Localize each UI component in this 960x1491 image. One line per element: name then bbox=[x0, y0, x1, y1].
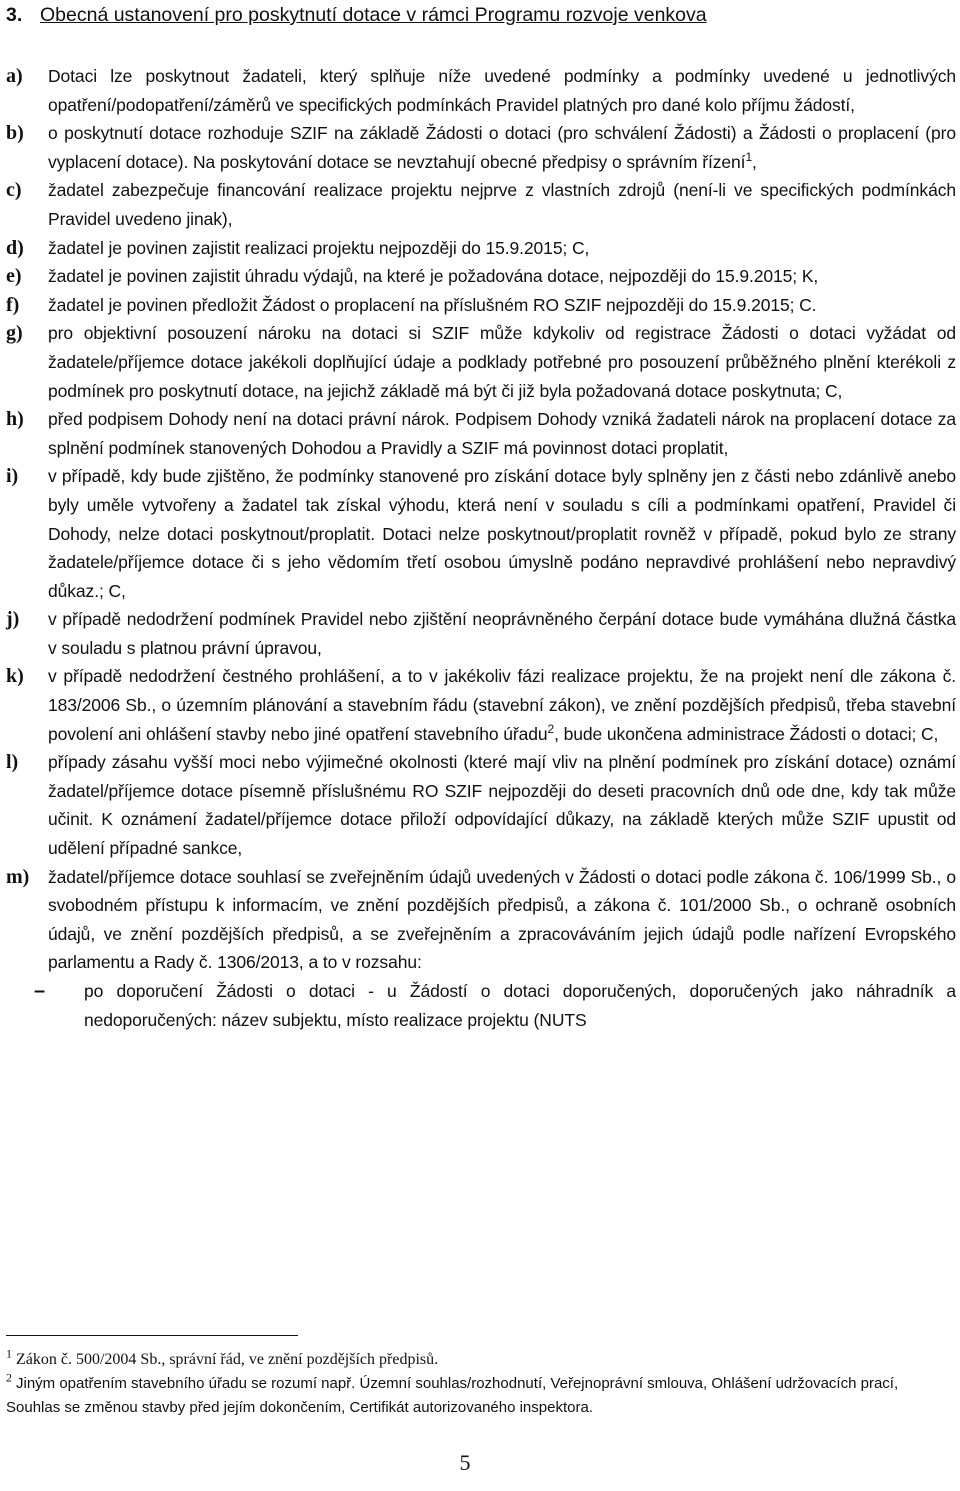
item-text: případy zásahu vyšší moci nebo výjimečné okolnosti (které mají vliv na plnění podmínek pro získání dotace) oznámí žadatel/příjemce dotace písemně příslušnému RO SZIF nejpozději do deseti pracovních dnů ode dne, kdy tak může učinit. K oznámení žadatel/příjemce dotace přiloží odpovídající důkazy, na základě kterých může SZIF upustit od udělení případné sankce, bbox=[48, 752, 956, 859]
item-marker: h) bbox=[6, 408, 24, 431]
item-text: žadatel je povinen předložit Žádost o proplacení na příslušném RO SZIF nejpozději do 15.9.2015; C. bbox=[48, 294, 817, 315]
item-text: žadatel zabezpečuje financování realizace projektu nejprve z vlastních zdrojů (není-li ve specifických podmínkách Pravidel uvedeno jinak), bbox=[48, 180, 956, 229]
item-text: žadatel je povinen zajistit realizaci projektu nejpozději do 15.9.2015; C, bbox=[48, 237, 590, 258]
item-marker: m) bbox=[6, 865, 30, 888]
list-item bbox=[6, 605, 956, 662]
item-marker: e) bbox=[6, 265, 22, 288]
item-text: v případě, kdy bude zjištěno, že podmínky stanovené pro získání dotace byly splněny jen z části nebo zdánlivě anebo byly uměle vytvořeny a žadatel tak získal výhodu, která není v souladu s cíli a podmínkami opatření, Pravidel či Dohody, nelze dotaci poskytnout/proplatit. Dotaci nelze poskytnout/proplatit rovněž v případě, pokud bylo ze strany žadatele/příjemce dotace či s jeho vědomím třetí osobou úmyslně podáno nepravdivé prohlášení nebo nepravdivý důkaz.; C, bbox=[48, 466, 956, 601]
item-text: v případě nedodržení čestného prohlášení, a to v jakékoliv fázi realizace projektu, že na projekt není dle zákona č. 183/2006 Sb., o územním plánování a stavebním řádu (stavební zákon), ve znění pozdějších předpisů, třeba stavební povolení ani ohlášení stavby nebo jiné opatření stavebního úřadu$^2$, bude ukončena administrace Žádosti o dotaci; C, bbox=[48, 666, 956, 744]
footnote: $^2$ Jiným opatřením stavebního úřadu se rozumí např. Územní souhlas/rozhodnutí, Veřejnoprávní smlouva, Ohlášení udržovacích prací, Souhlas se změnou stavby před jejím dokončením, Certifikát autorizovaného inspektora. bbox=[6, 1370, 899, 1416]
item-marker: l) bbox=[6, 751, 19, 774]
list-item bbox=[6, 662, 956, 748]
item-text: pro objektivní posouzení nároku na dotaci si SZIF může kdykoliv od registrace Žádosti o dotaci vyžádat od žadatele/příjemce dotace jakékoli doplňující údaje a podklady potřebné pro posouzení průběžného plnění kterékoli z podmínek pro poskytnutí dotace, na jejichž základě má být či již byla požadovaná dotace poskytnuta; C, bbox=[48, 323, 956, 401]
list-item bbox=[6, 291, 956, 320]
section-title: Obecná ustanovení pro poskytnutí dotace v rámci Programu rozvoje venkova bbox=[40, 4, 707, 26]
item-marker: j) bbox=[6, 608, 20, 631]
list-item bbox=[6, 748, 956, 862]
footnote-ref: 2 bbox=[547, 721, 555, 736]
item-marker: c) bbox=[6, 179, 22, 202]
item-text: žadatel je povinen zajistit úhradu výdajů, na které je požadována dotace, nejpozději do 15.9.2015; K, bbox=[48, 266, 819, 287]
footnote-ref: 1 bbox=[745, 149, 753, 164]
item-text: Dotaci lze poskytnout žadateli, který splňuje níže uvedené podmínky a podmínky uvedené u jednotlivých opatření/podopatření/záměrů ve specifických podmínkách Pravidel platných pro dané kolo příjmu žádostí, bbox=[48, 66, 956, 115]
dash-bullet: – bbox=[34, 980, 46, 1002]
item-text: žadatel/příjemce dotace souhlasí se zveřejněním údajů uvedených v Žádosti o dotaci podle zákona č. 106/1999 Sb., o svobodném přístupu k informacím, ve znění pozdějších předpisů, a zákona č. 101/2000 Sb., o ochraně osobních údajů, ve znění pozdějších předpisů, a se zveřejněním a zpracováváním jejich údajů podle nařízení Evropského parlamentu a Rady č. 1306/2013, a to v rozsahu: bbox=[48, 866, 956, 973]
list-item bbox=[6, 234, 956, 263]
item-marker: f) bbox=[6, 293, 20, 316]
section-heading bbox=[6, 2, 946, 28]
item-marker: a) bbox=[6, 65, 23, 87]
item-marker: k) bbox=[6, 665, 24, 688]
list-item bbox=[6, 863, 956, 977]
footnote: $^1$ Zákon č. 500/2004 Sb., správní řád, ve znění pozdějších předpisů. bbox=[6, 1346, 439, 1368]
sub-item-text: po doporučení Žádosti o dotaci - u Žádostí o dotaci doporučených, doporučených jako náhradník a nedoporučených: název subjektu, místo realizace projektu (NUTS bbox=[84, 981, 956, 1030]
item-text: před podpisem Dohody není na dotaci právní nárok. Podpisem Dohody vzniká žadateli nárok na proplacení dotace za splnění podmínek stanovených Dohodou a Pravidly a SZIF má povinnost dotaci proplatit, bbox=[48, 409, 956, 458]
list-item bbox=[6, 176, 956, 233]
item-text: o poskytnutí dotace rozhoduje SZIF na základě Žádosti o dotaci (pro schválení Žádosti) a Žádosti o proplacení (pro vyplacení dotace). Na poskytování dotace se nevztahují obecné předpisy o správním řízení$^1$, bbox=[48, 123, 956, 172]
item-marker: i) bbox=[6, 465, 19, 488]
list-item bbox=[6, 405, 956, 462]
footnote-divider bbox=[6, 1335, 298, 1336]
list-item bbox=[6, 262, 956, 291]
item-marker: d) bbox=[6, 236, 24, 259]
list-item bbox=[6, 119, 956, 176]
item-text: v případě nedodržení podmínek Pravidel nebo zjištění neoprávněného čerpání dotace bude vymáhána dlužná částka v souladu s platnou právní úpravou, bbox=[48, 609, 956, 658]
page-number: 5 bbox=[459, 1450, 471, 1475]
sub-list-item bbox=[6, 977, 956, 1034]
item-marker: b) bbox=[6, 122, 24, 145]
item-marker: g) bbox=[6, 322, 23, 345]
section-number: 3. bbox=[6, 4, 23, 26]
list-item bbox=[6, 319, 956, 405]
list-item bbox=[6, 62, 956, 119]
list-item bbox=[6, 462, 956, 605]
footnotes bbox=[6, 1348, 946, 1420]
conditions-list bbox=[6, 62, 956, 1034]
